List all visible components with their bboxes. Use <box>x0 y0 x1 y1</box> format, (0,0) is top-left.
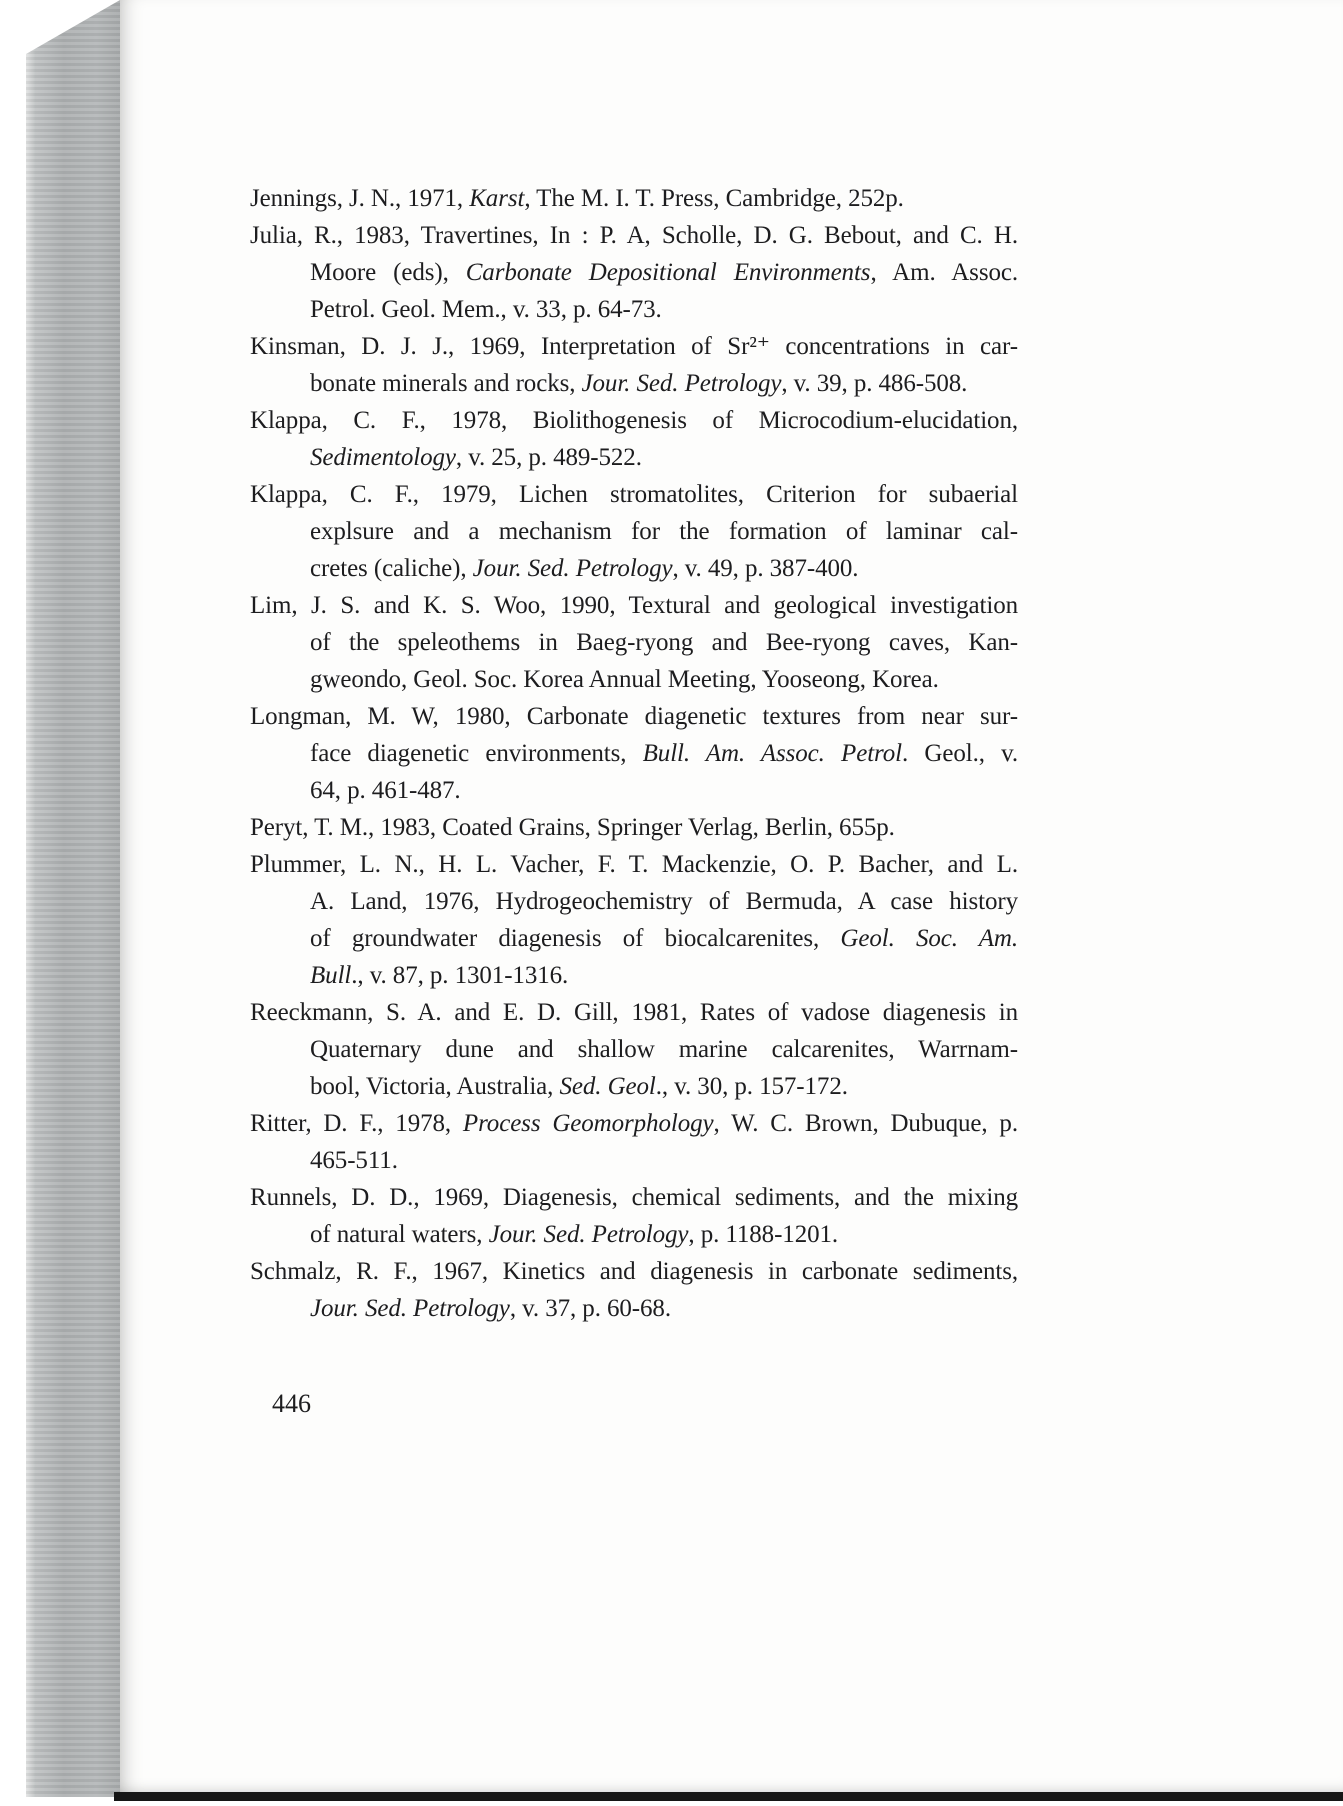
reference-line: Julia, R., 1983, Travertines, In : P. A, Scholle, D. G. Bebout, and C. H. <box>250 222 1018 249</box>
reference-entry <box>250 846 1018 994</box>
reference-line: bool, Victoria, Australia, Sed. Geol., v. 30, p. 157-172. <box>310 1073 848 1100</box>
page-number: 446 <box>272 1389 311 1418</box>
reference-line: 64, p. 461-487. <box>310 777 461 804</box>
reference-line: Plummer, L. N., H. L. Vacher, F. T. Mackenzie, O. P. Bacher, and L. <box>250 851 1018 878</box>
reference-line: Jennings, J. N., 1971, Karst, The M. I. T. Press, Cambridge, 252p. <box>250 185 904 212</box>
reference-line: bonate minerals and rocks, Jour. Sed. Petrology, v. 39, p. 486-508. <box>310 370 968 397</box>
reference-line: Longman, M. W, 1980, Carbonate diagenetic textures from near sur- <box>250 703 1018 730</box>
reference-line: Klappa, C. F., 1978, Biolithogenesis of Microcodium-elucidation, <box>250 407 1018 434</box>
page-bottom-edge <box>114 1792 1343 1801</box>
reference-line: Quaternary dune and shallow marine calcarenites, Warrnam- <box>310 1036 1018 1063</box>
reference-line: Runnels, D. D., 1969, Diagenesis, chemical sediments, and the mixing <box>250 1184 1018 1211</box>
reference-entry <box>250 476 1018 587</box>
reference-line: Reeckmann, S. A. and E. D. Gill, 1981, Rates of vadose diagenesis in <box>250 999 1018 1026</box>
reference-entry <box>250 994 1018 1105</box>
reference-line: Ritter, D. F., 1978, Process Geomorphology, W. C. Brown, Dubuque, p. <box>250 1110 1018 1137</box>
reference-line: Peryt, T. M., 1983, Coated Grains, Springer Verlag, Berlin, 655p. <box>250 814 895 841</box>
reference-line: of groundwater diagenesis of biocalcarenites, Geol. Soc. Am. <box>310 925 1019 952</box>
reference-line: Petrol. Geol. Mem., v. 33, p. 64-73. <box>310 296 662 323</box>
references-list <box>250 180 1018 1327</box>
reference-entry <box>250 698 1018 809</box>
reference-entry <box>250 1105 1018 1179</box>
reference-line: Klappa, C. F., 1979, Lichen stromatolites, Criterion for subaerial <box>250 481 1018 508</box>
reference-entry <box>250 180 1018 217</box>
reference-line: Kinsman, D. J. J., 1969, Interpretation of Sr²⁺ concentrations in car- <box>250 333 1018 360</box>
reference-line: 465-511. <box>310 1147 398 1174</box>
reference-line: Jour. Sed. Petrology, v. 37, p. 60-68. <box>310 1295 671 1322</box>
book-spine-edge <box>26 0 120 1797</box>
reference-entry <box>250 402 1018 476</box>
reference-line: gweondo, Geol. Soc. Korea Annual Meeting, Yooseong, Korea. <box>310 666 939 693</box>
reference-entry <box>250 587 1018 698</box>
reference-line: explsure and a mechanism for the formation of laminar cal- <box>310 518 1018 545</box>
reference-line: face diagenetic environments, Bull. Am. Assoc. Petrol. Geol., v. <box>310 740 1019 767</box>
reference-entry <box>250 809 1018 846</box>
reference-line: A. Land, 1976, Hydrogeochemistry of Bermuda, A case history <box>310 888 1018 915</box>
reference-line: cretes (caliche), Jour. Sed. Petrology, v. 49, p. 387-400. <box>310 555 859 582</box>
reference-line: Sedimentology, v. 25, p. 489-522. <box>310 444 642 471</box>
reference-entry <box>250 328 1018 402</box>
reference-line: of natural waters, Jour. Sed. Petrology, p. 1188-1201. <box>310 1221 839 1248</box>
reference-line: Moore (eds), Carbonate Depositional Environments, Am. Assoc. <box>310 259 1018 286</box>
reference-line: Schmalz, R. F., 1967, Kinetics and diagenesis in carbonate sediments, <box>250 1258 1018 1285</box>
reference-entry <box>250 217 1018 328</box>
reference-line: Lim, J. S. and K. S. Woo, 1990, Textural and geological investigation <box>250 592 1018 619</box>
reference-entry <box>250 1253 1018 1327</box>
reference-line: of the speleothems in Baeg-ryong and Bee-ryong caves, Kan- <box>310 629 1018 656</box>
reference-line: Bull., v. 87, p. 1301-1316. <box>310 962 569 989</box>
reference-entry <box>250 1179 1018 1253</box>
